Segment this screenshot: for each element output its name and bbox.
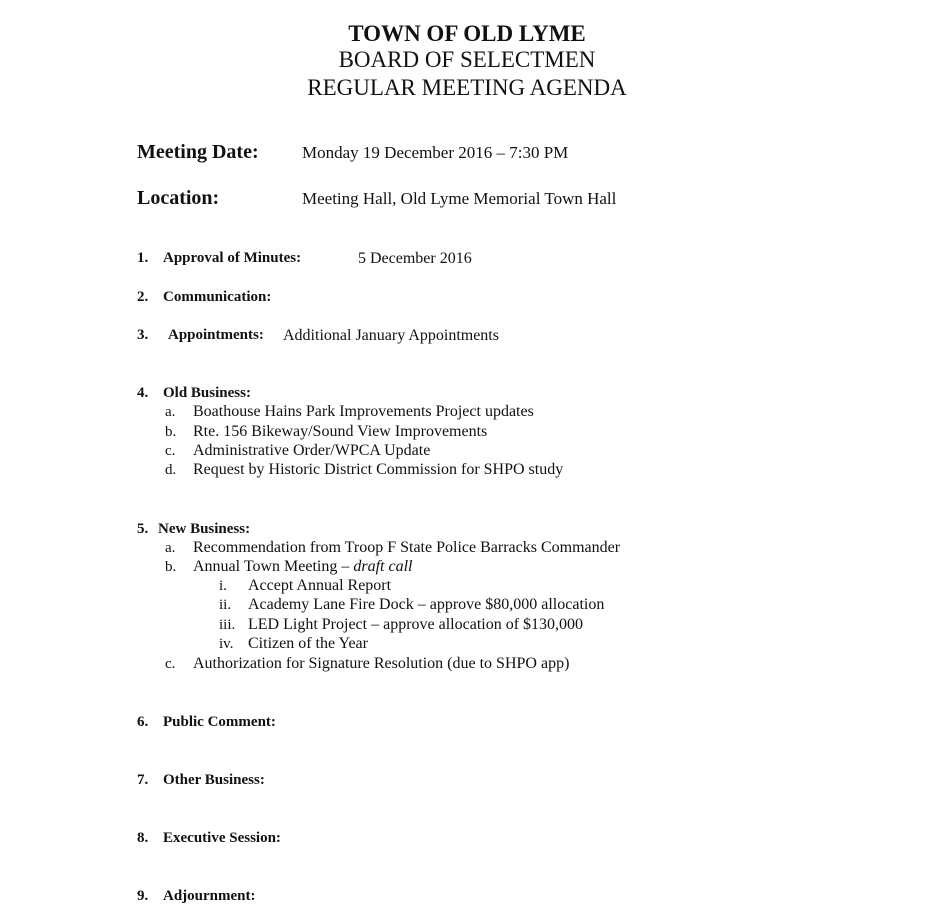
appointments-detail: Additional January Appointments xyxy=(283,327,499,344)
adjournment-heading: Adjournment: xyxy=(163,888,256,904)
roman-numeral: iii. xyxy=(219,617,236,633)
approval-of-minutes-heading: Approval of Minutes: xyxy=(163,250,302,266)
roman-numeral: i. xyxy=(219,578,227,594)
town-meeting-subitem: Accept Annual Report xyxy=(248,577,392,594)
item-number: 2. xyxy=(137,289,149,305)
annual-town-meeting-item xyxy=(193,558,412,576)
item-number: 3. xyxy=(137,327,149,343)
item-number: 5. xyxy=(137,521,149,537)
sub-item-letter: b. xyxy=(165,424,177,440)
item-number: 4. xyxy=(137,385,149,401)
new-business-heading: New Business: xyxy=(158,521,251,537)
sub-item-letter: c. xyxy=(165,443,176,459)
meeting-date-label: Meeting Date: xyxy=(137,141,259,163)
town-title: TOWN OF OLD LYME xyxy=(348,21,586,46)
other-business-heading: Other Business: xyxy=(163,772,265,788)
meeting-date-value: Monday 19 December 2016 – 7:30 PM xyxy=(302,143,569,162)
public-comment-heading: Public Comment: xyxy=(163,714,276,730)
old-business-item: Administrative Order/WPCA Update xyxy=(193,442,431,459)
sub-item-letter: d. xyxy=(165,462,177,478)
item-number: 7. xyxy=(137,772,149,788)
roman-numeral: iv. xyxy=(219,636,234,652)
town-meeting-subitem: LED Light Project – approve allocation of $130,000 xyxy=(248,616,584,633)
board-title: BOARD OF SELECTMEN xyxy=(338,47,596,72)
communication-heading: Communication: xyxy=(163,289,272,305)
location-label: Location: xyxy=(137,187,220,209)
old-business-item: Boathouse Hains Park Improvements Project updates xyxy=(193,403,534,420)
sub-item-letter: a. xyxy=(165,404,176,420)
old-business-heading: Old Business: xyxy=(163,385,251,401)
new-business-item: Authorization for Signature Resolution (due to SHPO app) xyxy=(193,655,570,672)
location-value: Meeting Hall, Old Lyme Memorial Town Hall xyxy=(302,189,617,208)
annual-town-meeting-text: Annual Town Meeting – xyxy=(193,558,354,575)
new-business-item: Recommendation from Troop F State Police Barracks Commander xyxy=(193,539,621,556)
old-business-item: Request by Historic District Commission for SHPO study xyxy=(193,461,564,478)
draft-call-text: draft call xyxy=(353,558,413,575)
town-meeting-subitem: Academy Lane Fire Dock – approve $80,000 allocation xyxy=(248,596,605,613)
appointments-heading: Appointments: xyxy=(168,327,264,343)
approval-of-minutes-date: 5 December 2016 xyxy=(358,250,472,267)
sub-item-letter: b. xyxy=(165,559,177,575)
roman-numeral: ii. xyxy=(219,597,232,613)
sub-item-letter: a. xyxy=(165,540,176,556)
agenda-title: REGULAR MEETING AGENDA xyxy=(307,75,627,100)
executive-session-heading: Executive Session: xyxy=(163,830,281,846)
item-number: 6. xyxy=(137,714,149,730)
old-business-item: Rte. 156 Bikeway/Sound View Improvements xyxy=(193,423,488,440)
town-meeting-subitem: Citizen of the Year xyxy=(248,635,368,652)
item-number: 9. xyxy=(137,888,149,904)
item-number: 8. xyxy=(137,830,149,846)
item-number: 1. xyxy=(137,250,149,266)
sub-item-letter: c. xyxy=(165,656,176,672)
